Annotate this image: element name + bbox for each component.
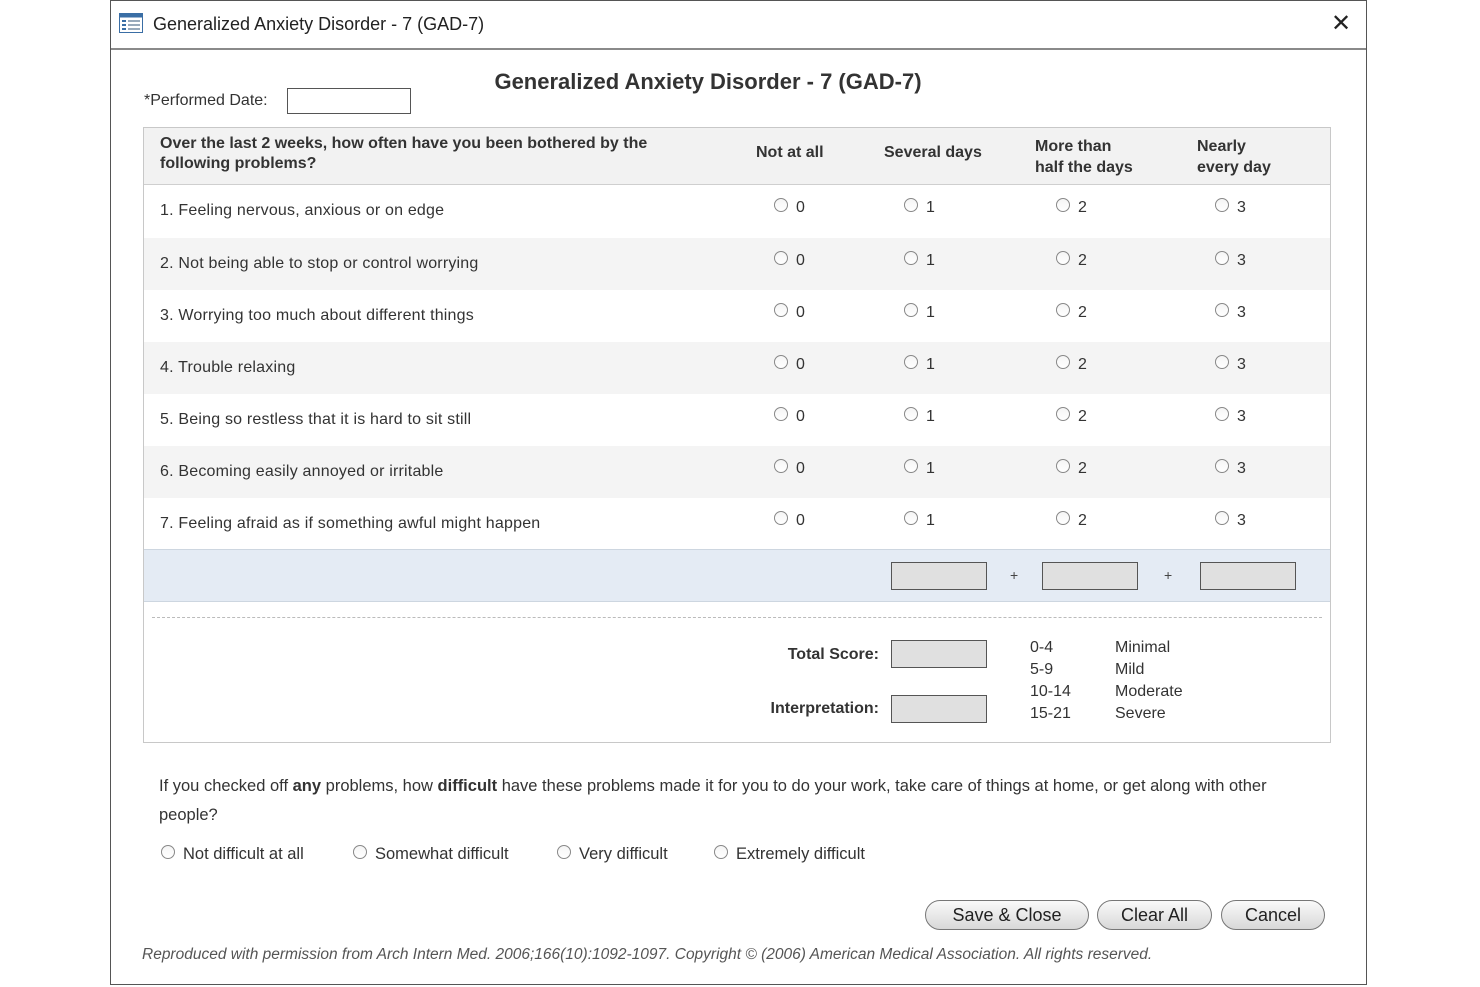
difficulty-option-not-difficult[interactable]: Not difficult at all (161, 845, 304, 864)
answer-option-more-than-half[interactable] (1056, 252, 1087, 270)
sum-nearly-every-day-box (1200, 562, 1296, 590)
score-ranges: 0-4 5-9 10-14 15-21 (1030, 639, 1071, 722)
column-header-not-at-all: Not at all (756, 144, 824, 161)
option-value: 1 (926, 408, 935, 425)
answer-option-several-days[interactable] (904, 512, 935, 530)
option-value: 1 (926, 512, 935, 529)
form-app-icon (119, 13, 143, 33)
radio-button[interactable] (904, 355, 918, 369)
plus-sign: + (1164, 567, 1173, 583)
answer-option-several-days[interactable] (904, 252, 935, 270)
option-value: 2 (1078, 304, 1087, 321)
option-value: 3 (1237, 252, 1246, 269)
option-value: 1 (926, 252, 935, 269)
option-value: 3 (1237, 304, 1246, 321)
cancel-button[interactable]: Cancel (1221, 900, 1325, 930)
window-title: Generalized Anxiety Disorder - 7 (GAD-7) (153, 14, 485, 34)
option-value: 1 (926, 356, 935, 373)
question-label: 4. Trouble relaxing (160, 359, 296, 376)
radio-button[interactable] (904, 511, 918, 525)
question-header: Over the last 2 weeks, how often have you been bothered by the following problems? (160, 135, 648, 172)
answer-option-more-than-half[interactable] (1056, 460, 1087, 478)
radio-button[interactable] (1056, 198, 1070, 212)
answer-option-not-at-all[interactable] (774, 512, 805, 530)
radio-button[interactable] (904, 407, 918, 421)
table-row (144, 394, 1330, 446)
radio-button[interactable] (774, 511, 788, 525)
option-value: 0 (796, 460, 805, 477)
question-label: 7. Feeling afraid as if something awful might happen (160, 515, 541, 532)
option-value: 3 (1237, 356, 1246, 373)
difficulty-option-very[interactable]: Very difficult (557, 845, 668, 864)
dialog-window (110, 0, 1367, 985)
radio-button[interactable] (353, 845, 367, 859)
answer-option-nearly-every-day[interactable] (1215, 304, 1246, 322)
answer-option-not-at-all[interactable] (774, 304, 805, 322)
answer-option-several-days[interactable] (904, 199, 935, 217)
clear-all-button[interactable]: Clear All (1097, 900, 1212, 930)
table-row (144, 342, 1330, 394)
radio-button[interactable] (1056, 303, 1070, 317)
answer-option-nearly-every-day[interactable] (1215, 460, 1246, 478)
plus-sign: + (1010, 567, 1019, 583)
answer-option-several-days[interactable] (904, 356, 935, 374)
question-label: 5. Being so restless that it is hard to sit still (160, 411, 472, 428)
question-label: 3. Worrying too much about different things (160, 307, 474, 324)
sum-several-days-box (891, 562, 987, 590)
column-header-nearly-every-day: Nearly every day (1197, 138, 1271, 176)
answer-option-nearly-every-day[interactable] (1215, 199, 1246, 217)
option-value: 3 (1237, 460, 1246, 477)
radio-button[interactable] (1215, 511, 1229, 525)
radio-button[interactable] (774, 251, 788, 265)
radio-button[interactable] (774, 198, 788, 212)
radio-button[interactable] (1056, 251, 1070, 265)
answer-option-nearly-every-day[interactable] (1215, 356, 1246, 374)
answer-option-more-than-half[interactable] (1056, 199, 1087, 217)
option-value: 2 (1078, 512, 1087, 529)
total-score-box (891, 640, 987, 668)
option-value: 2 (1078, 252, 1087, 269)
option-value: 1 (926, 304, 935, 321)
option-value: 3 (1237, 408, 1246, 425)
answer-option-nearly-every-day[interactable] (1215, 512, 1246, 530)
total-score-label: Total Score: (787, 646, 879, 663)
save-close-button[interactable]: Save & Close (925, 900, 1089, 930)
answer-option-nearly-every-day[interactable] (1215, 408, 1246, 426)
radio-button[interactable] (1056, 355, 1070, 369)
radio-button[interactable] (774, 303, 788, 317)
radio-button[interactable] (774, 459, 788, 473)
answer-option-not-at-all[interactable] (774, 252, 805, 270)
option-value: 2 (1078, 199, 1087, 216)
answer-option-more-than-half[interactable] (1056, 512, 1087, 530)
form-title: Generalized Anxiety Disorder - 7 (GAD-7) (494, 69, 922, 94)
option-value: 2 (1078, 460, 1087, 477)
option-value: 0 (796, 512, 805, 529)
column-header-several-days: Several days (884, 144, 982, 161)
answer-option-more-than-half[interactable] (1056, 356, 1087, 374)
difficulty-question: If you checked off any problems, how difficult have these problems made it for you to do your work, take care of things at home, or get along with other people? (159, 777, 1267, 824)
sum-more-than-half-box (1042, 562, 1138, 590)
answer-option-not-at-all[interactable] (774, 356, 805, 374)
interpretation-label: Interpretation: (770, 700, 879, 717)
answer-option-more-than-half[interactable] (1056, 304, 1087, 322)
option-value: 2 (1078, 408, 1087, 425)
question-label: 6. Becoming easily annoyed or irritable (160, 463, 444, 480)
option-value: 1 (926, 199, 935, 216)
question-label: 1. Feeling nervous, anxious or on edge (160, 202, 445, 219)
radio-button[interactable] (1215, 355, 1229, 369)
radio-button[interactable] (1056, 407, 1070, 421)
radio-button[interactable] (904, 459, 918, 473)
option-value: 3 (1237, 512, 1246, 529)
table-row (144, 498, 1330, 550)
answer-option-not-at-all[interactable] (774, 408, 805, 426)
radio-button[interactable] (1215, 251, 1229, 265)
difficulty-option-extremely[interactable]: Extremely difficult (714, 845, 865, 864)
performed-date-input[interactable] (287, 88, 411, 114)
copyright-footer: Reproduced with permission from Arch Intern Med. 2006;166(10):1092-1097. Copyright © (2006) American Medical Association. All rights reserved. (142, 946, 1153, 963)
option-value: 0 (796, 408, 805, 425)
close-icon[interactable]: ✕ (1330, 10, 1352, 37)
table-row (144, 185, 1330, 237)
radio-button[interactable] (1056, 459, 1070, 473)
answer-option-several-days[interactable] (904, 460, 935, 478)
option-value: 0 (796, 199, 805, 216)
score-meanings: Minimal Mild Moderate Severe (1115, 639, 1183, 722)
table-row (144, 238, 1330, 290)
radio-button[interactable] (1215, 198, 1229, 212)
option-value: 0 (796, 252, 805, 269)
radio-button[interactable] (774, 407, 788, 421)
answer-option-not-at-all[interactable] (774, 460, 805, 478)
radio-button[interactable] (1056, 511, 1070, 525)
option-value: 2 (1078, 356, 1087, 373)
questionnaire-panel (143, 127, 1331, 743)
radio-button[interactable] (557, 845, 571, 859)
radio-button[interactable] (1215, 303, 1229, 317)
divider (152, 617, 1322, 618)
title-bar (111, 1, 1366, 50)
radio-button[interactable] (904, 303, 918, 317)
answer-option-not-at-all[interactable] (774, 199, 805, 217)
radio-button[interactable] (1215, 459, 1229, 473)
question-label: 2. Not being able to stop or control worrying (160, 255, 479, 272)
table-header (144, 128, 1330, 185)
answer-option-more-than-half[interactable] (1056, 408, 1087, 426)
column-header-more-than-half: More than half the days (1035, 138, 1133, 176)
table-row (144, 446, 1330, 498)
answer-option-several-days[interactable] (904, 408, 935, 426)
answer-option-nearly-every-day[interactable] (1215, 252, 1246, 270)
difficulty-option-somewhat[interactable]: Somewhat difficult (353, 845, 509, 864)
table-row (144, 290, 1330, 342)
radio-button[interactable] (714, 845, 728, 859)
radio-button[interactable] (1215, 407, 1229, 421)
radio-button[interactable] (904, 251, 918, 265)
option-value: 3 (1237, 199, 1246, 216)
column-sums-band (144, 549, 1330, 602)
radio-button[interactable] (904, 198, 918, 212)
option-value: 1 (926, 460, 935, 477)
option-value: 0 (796, 356, 805, 373)
interpretation-box (891, 695, 987, 723)
radio-button[interactable] (774, 355, 788, 369)
answer-option-several-days[interactable] (904, 304, 935, 322)
radio-button[interactable] (161, 845, 175, 859)
option-value: 0 (796, 304, 805, 321)
performed-date-label: *Performed Date: (144, 92, 268, 109)
